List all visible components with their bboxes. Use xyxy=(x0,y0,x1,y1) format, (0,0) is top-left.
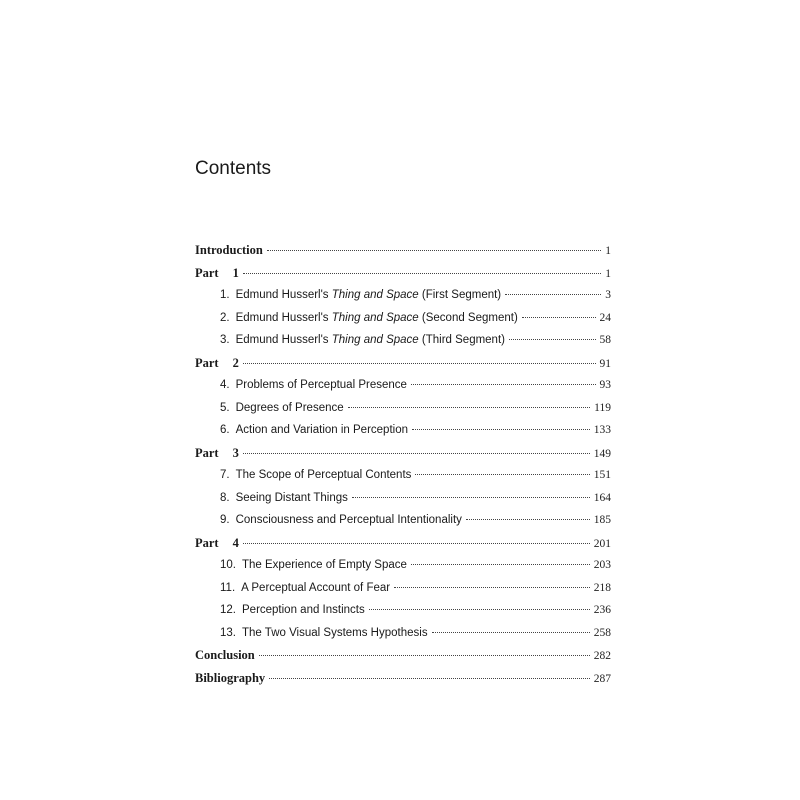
toc-entry-part-2[interactable] xyxy=(195,352,611,375)
chapter-title-post: (First Segment) xyxy=(418,289,502,301)
dot-leader xyxy=(369,609,590,610)
chapter-number: 6. xyxy=(220,424,230,436)
dot-leader xyxy=(509,339,596,340)
toc-entry-chapter-7[interactable] xyxy=(195,464,611,487)
page-number: 119 xyxy=(594,401,611,414)
toc-entry-chapter-11[interactable] xyxy=(195,577,611,600)
dot-leader xyxy=(415,474,589,475)
chapter-title-pre: Edmund Husserl's xyxy=(235,289,332,301)
page-number: 258 xyxy=(593,626,611,639)
chapter-title-italic: Thing and Space xyxy=(331,334,419,346)
chapter-number: 13. xyxy=(220,626,236,639)
dot-leader xyxy=(505,294,601,295)
chapter-number: 11. xyxy=(220,581,236,594)
dot-leader xyxy=(243,543,590,544)
table-of-contents xyxy=(195,239,611,689)
part-label: Part xyxy=(195,265,219,280)
dot-leader xyxy=(348,407,591,408)
chapter-number: 5. xyxy=(220,401,230,414)
chapter-number: 8. xyxy=(220,491,230,504)
entry-label: Introduction xyxy=(195,243,263,257)
toc-entry-chapter-8[interactable] xyxy=(195,487,611,510)
toc-entry-chapter-5[interactable] xyxy=(195,397,611,420)
page-number: 201 xyxy=(593,537,611,550)
toc-entry-chapter-13[interactable] xyxy=(195,622,611,645)
chapter-title: The Scope of Perceptual Contents xyxy=(235,469,412,481)
dot-leader xyxy=(412,429,590,430)
page-number: 58 xyxy=(599,334,611,346)
page-number: 1 xyxy=(605,267,611,280)
page-number: 164 xyxy=(593,491,611,504)
page-number: 185 xyxy=(593,514,611,526)
toc-entry-chapter-6[interactable] xyxy=(195,419,611,442)
part-number: 1 xyxy=(232,265,239,280)
page-number: 91 xyxy=(599,357,611,370)
chapter-title: Degrees of Presence xyxy=(235,401,344,414)
chapter-number: 4. xyxy=(220,379,230,391)
dot-leader xyxy=(269,678,590,679)
chapter-number: 1. xyxy=(220,289,230,301)
page-number: 1 xyxy=(605,245,611,257)
page-number: 218 xyxy=(593,581,611,594)
chapter-title-pre: Edmund Husserl's xyxy=(235,334,332,346)
toc-entry-part-4[interactable] xyxy=(195,532,611,555)
page-number: 3 xyxy=(605,289,611,301)
chapter-number: 2. xyxy=(220,311,230,324)
toc-entry-chapter-4[interactable] xyxy=(195,374,611,397)
page-number: 133 xyxy=(593,424,611,436)
chapter-title: Consciousness and Perceptual Intentionality xyxy=(235,514,462,526)
toc-entry-bibliography[interactable] xyxy=(195,667,611,690)
chapter-title-italic: Thing and Space xyxy=(331,311,419,324)
chapter-number: 7. xyxy=(220,469,230,481)
toc-entry-part-1[interactable] xyxy=(195,262,611,285)
dot-leader xyxy=(243,363,596,364)
toc-entry-conclusion[interactable] xyxy=(195,644,611,667)
chapter-title: The Experience of Empty Space xyxy=(242,559,407,571)
dot-leader xyxy=(243,273,601,274)
dot-leader xyxy=(466,519,590,520)
page-number: 236 xyxy=(593,604,611,616)
dot-leader xyxy=(522,317,596,318)
chapter-title: Problems of Perceptual Presence xyxy=(235,379,407,391)
dot-leader xyxy=(243,453,590,454)
part-label: Part xyxy=(195,445,219,460)
toc-entry-chapter-1[interactable] xyxy=(195,284,611,307)
chapter-title-pre: Edmund Husserl's xyxy=(235,311,332,324)
dot-leader xyxy=(411,564,590,565)
entry-label: Conclusion xyxy=(195,648,255,662)
toc-entry-part-3[interactable] xyxy=(195,442,611,465)
part-number: 4 xyxy=(232,535,239,550)
page-number: 149 xyxy=(593,447,611,460)
page-number: 24 xyxy=(599,311,611,324)
chapter-title: A Perceptual Account of Fear xyxy=(241,581,391,594)
chapter-number: 9. xyxy=(220,514,230,526)
chapter-number: 3. xyxy=(220,334,230,346)
dot-leader xyxy=(411,384,596,385)
toc-entry-chapter-2[interactable] xyxy=(195,307,611,330)
chapter-number: 10. xyxy=(220,559,236,571)
toc-entry-chapter-10[interactable] xyxy=(195,554,611,577)
chapter-title: The Two Visual Systems Hypothesis xyxy=(242,626,428,639)
chapter-title: Action and Variation in Perception xyxy=(235,424,408,436)
dot-leader xyxy=(432,632,590,633)
chapter-number: 12. xyxy=(220,604,236,616)
dot-leader xyxy=(267,250,601,251)
dot-leader xyxy=(352,497,590,498)
chapter-title-italic: Thing and Space xyxy=(331,289,419,301)
dot-leader xyxy=(394,587,590,588)
dot-leader xyxy=(259,655,590,656)
page-number: 151 xyxy=(593,469,611,481)
toc-entry-chapter-9[interactable] xyxy=(195,509,611,532)
chapter-title: Perception and Instincts xyxy=(242,604,365,616)
toc-entry-introduction[interactable] xyxy=(195,239,611,262)
entry-label: Bibliography xyxy=(195,670,266,685)
part-label: Part xyxy=(195,355,219,370)
page-number: 287 xyxy=(593,672,611,685)
part-number: 3 xyxy=(232,445,239,460)
chapter-title-post: (Second Segment) xyxy=(418,311,518,324)
chapter-title-post: (Third Segment) xyxy=(418,334,505,346)
part-number: 2 xyxy=(232,355,239,370)
toc-entry-chapter-3[interactable] xyxy=(195,329,611,352)
part-label: Part xyxy=(195,535,219,550)
chapter-title: Seeing Distant Things xyxy=(235,491,348,504)
page-number: 282 xyxy=(593,650,611,662)
page-title: Contents xyxy=(195,158,272,179)
page-number: 203 xyxy=(593,559,611,571)
toc-entry-chapter-12[interactable] xyxy=(195,599,611,622)
page-number: 93 xyxy=(599,379,611,391)
